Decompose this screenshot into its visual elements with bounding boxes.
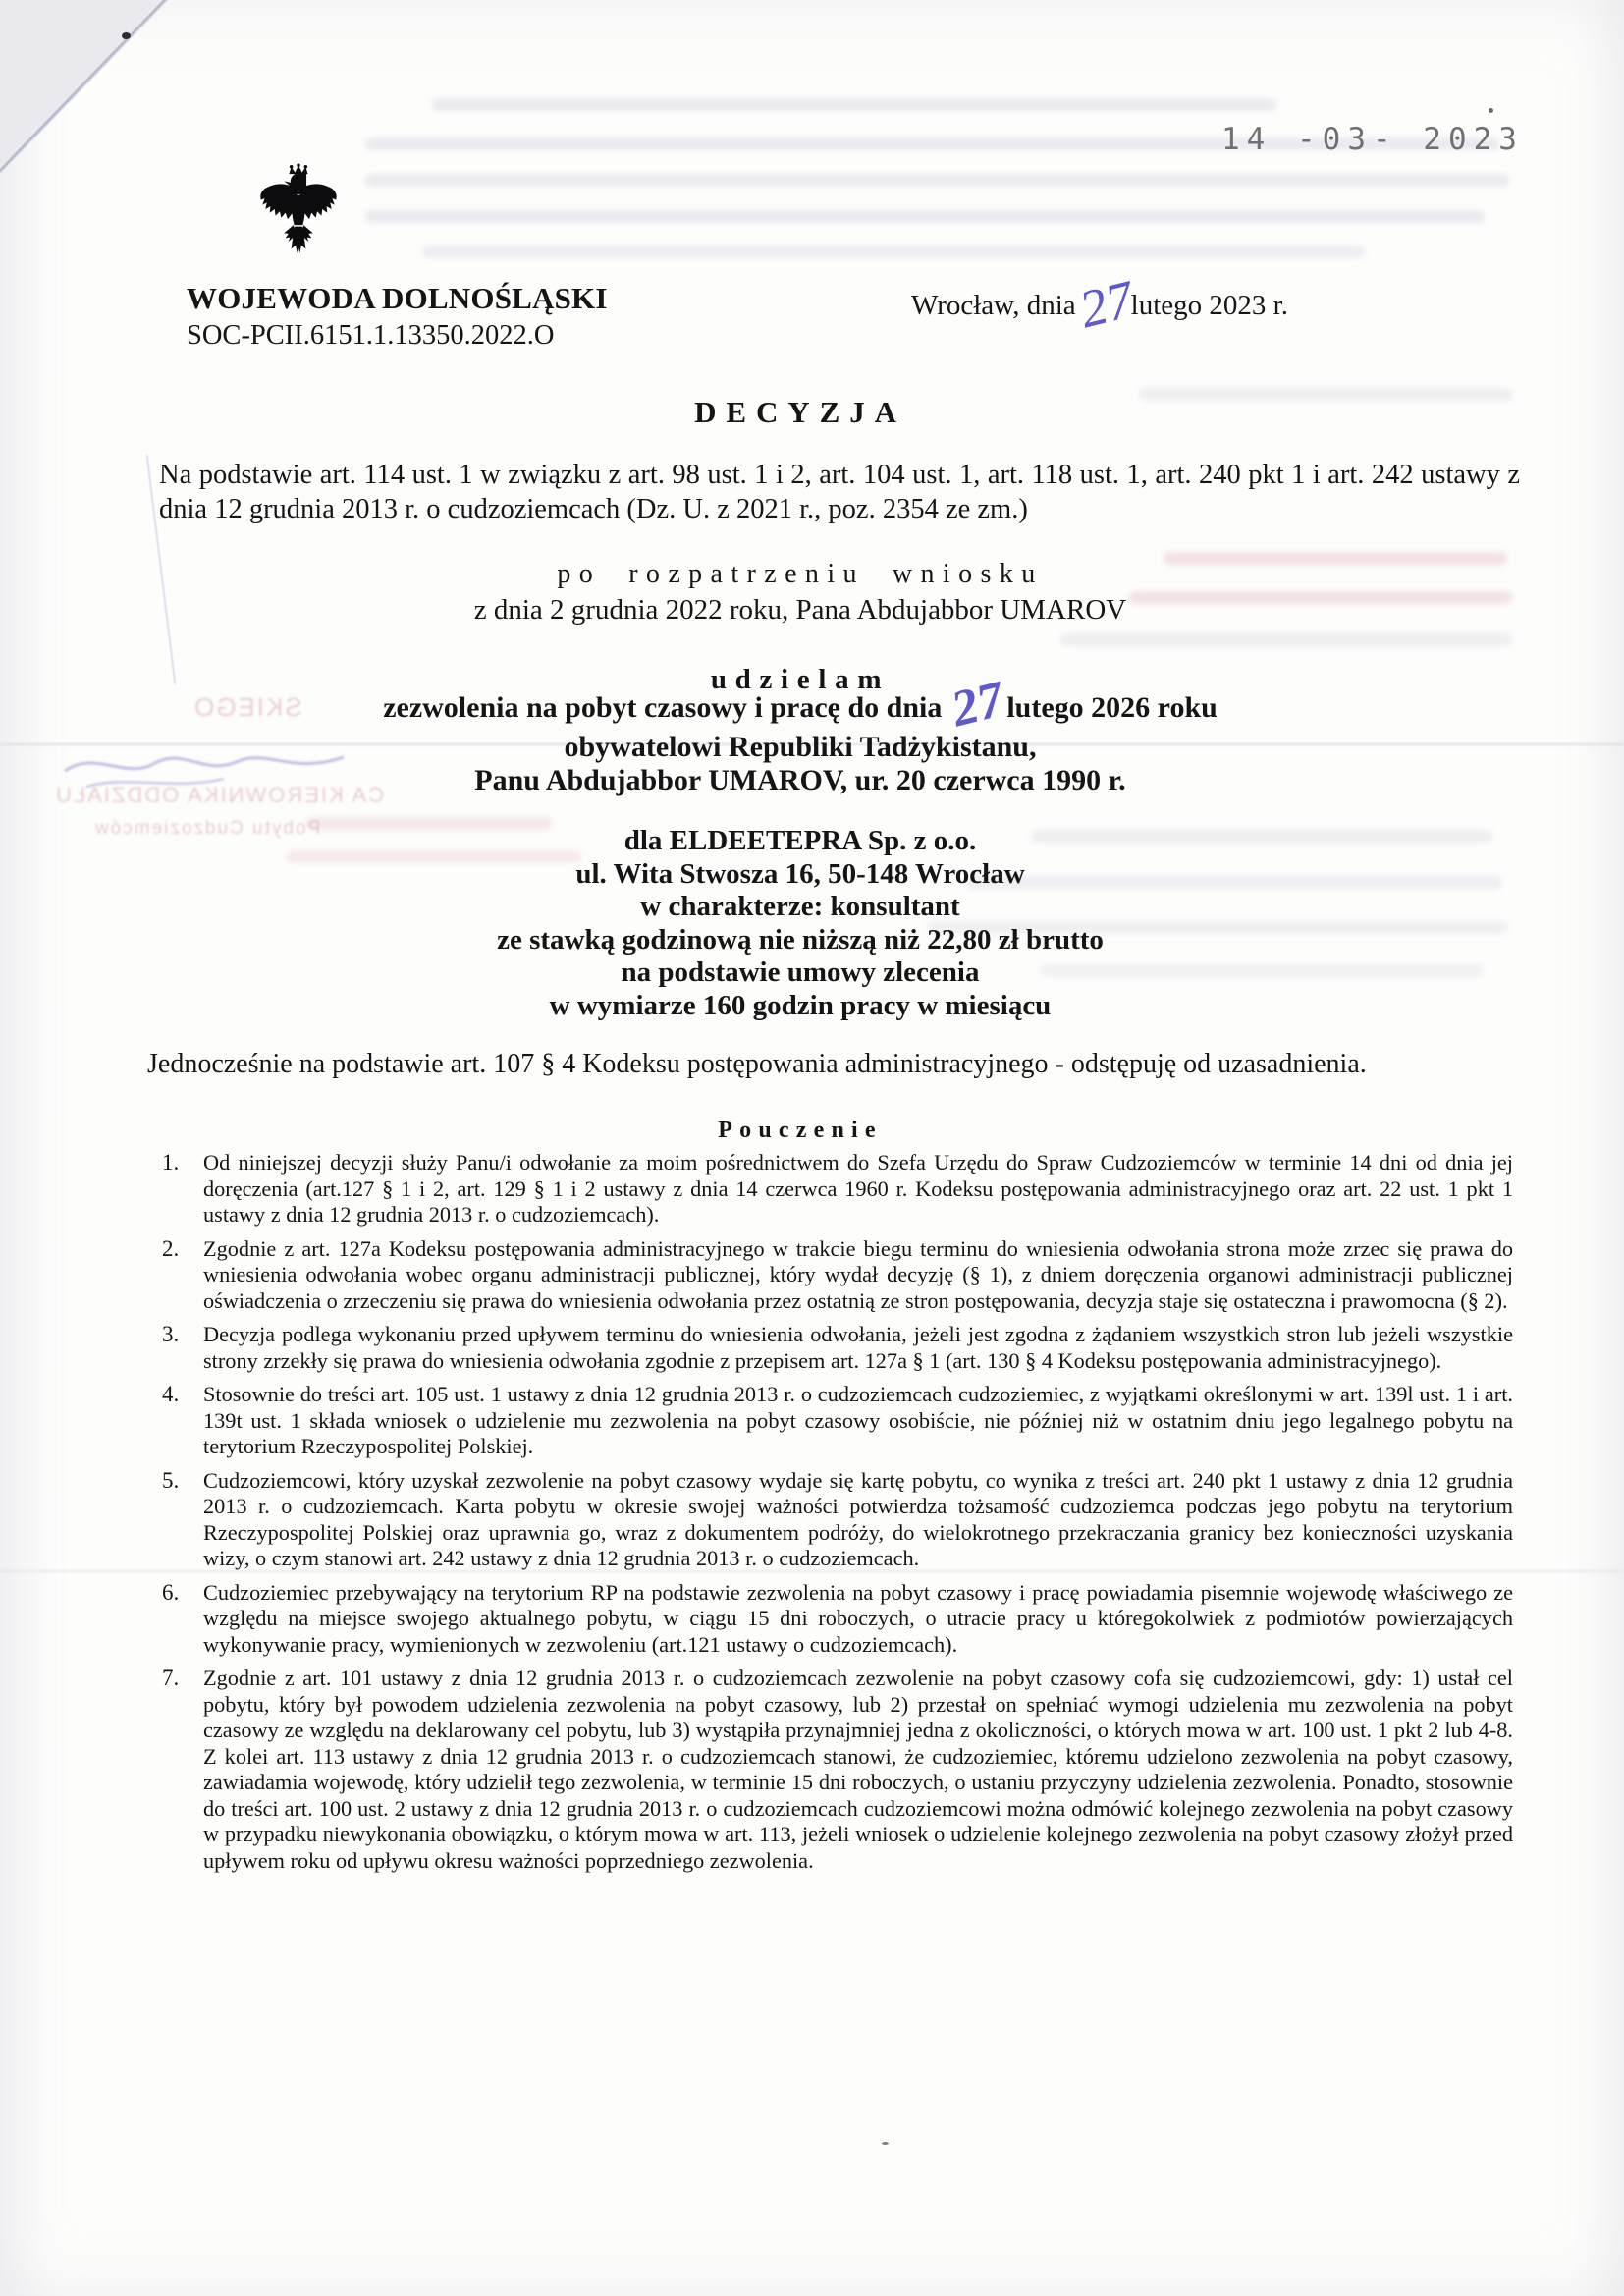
handwritten-day-ink: 27: [947, 671, 1010, 738]
grant-line-1-prefix: zezwolenia na pobyt czasowy i pracę do dnia: [383, 691, 943, 724]
grant-line-2: obywatelowi Republiki Tadżykistanu,: [564, 731, 1037, 763]
contract-type: na podstawie umowy zlecenia: [621, 957, 980, 988]
instruction-number: 7.: [162, 1666, 180, 1690]
place-date-line: [911, 269, 1288, 340]
consideration-line-2: z dnia 2 grudnia 2022 roku, Pana Abdujabbor UMAROV: [473, 594, 1127, 626]
instruction-text: Cudzoziemcowi, który uzyskał zezwolenie na pobyt czasowy wydaje się kartę pobytu, co wynika z treści art. 240 pkt 1 ustawy z dnia 12 grudnia 2013 r. o cudzoziemcach. Karta pobytu w okresie swojej ważności potwierdza tożsamość cudzoziemca podczas jego pobytu na terytorium Rzeczypospolitej Polskiej oraz uprawnia go, wraz z dokumentem podróży, do wielokrotnego przekraczania granicy bez konieczności uzyskania wizy, o czym stanowi art. 242 ustawy z dnia 12 grudnia 2013 r. o cudzoziemcach.: [203, 1467, 1513, 1570]
instruction-number: 5.: [162, 1467, 180, 1493]
employer-name: dla ELDEETEPRA Sp. z o.o.: [623, 825, 977, 856]
place-date-prefix: Wrocław, dnia: [911, 290, 1076, 321]
instruction-text: Od niniejszej decyzji służy Panu/i odwołanie za moim pośrednictwem do Szefa Urzędu do Spraw Cudzoziemców w terminie 14 dni od dnia jej doręczenia (art.127 § 1 i 2, art. 129 § 1 i 2 ustawy z dnia 14 czerwca 1960 r. Kodeksu postępowania administracyjnego oraz art. 22 ust. 1 pkt 1 ustawy z dnia 12 grudnia 2013 r. o cudzoziemcach).: [203, 1150, 1513, 1227]
instructions-list: [162, 1150, 1513, 1882]
consideration-line-1: po rozpatrzeniu wniosku: [557, 559, 1044, 589]
place-date-suffix: lutego 2023 r.: [1130, 290, 1288, 321]
instruction-text: Cudzoziemiec przebywający na terytorium RP na podstawie zezwolenia na pobyt czasowy i pracę powiadamia pisemnie wojewodę właściwego ze względu na miejsce swojego aktualnego pobytu, w ciągu 15 dni roboczych, o utracie pracy u któregokolwiek z podmiotów powierzających wykonywanie pracy, wymienionych w zezwoleniu (art.121 ustawy o cudzoziemcach).: [203, 1579, 1513, 1657]
grant-line-1-suffix: lutego 2026 roku: [1006, 691, 1218, 724]
legal-basis-paragraph: Na podstawie art. 114 ust. 1 w związku z art. 98 ust. 1 i 2, art. 104 ust. 1, art. 118 ust. 1, art. 240 pkt 1 i art. 242 ustawy z dnia 12 grudnia 2013 r. o cudzoziemcach (Dz. U. z 2021 r., poz. 2354 ze zm.): [159, 460, 1520, 524]
polish-eagle-emblem-icon: [255, 141, 342, 277]
instruction-number: 4.: [162, 1382, 180, 1406]
job-role: w charakterze: konsultant: [640, 891, 960, 922]
instruction-item: [162, 1382, 1513, 1460]
grant-verb: udzielam: [710, 664, 891, 695]
decision-title: DECYZJA: [694, 395, 906, 429]
employer-address: ul. Wita Stwosza 16, 50-148 Wrocław: [575, 857, 1025, 890]
instruction-item: [162, 1580, 1513, 1659]
page-corner-fold: [0, 0, 169, 175]
instruction-text: Zgodnie z art. 101 ustawy z dnia 12 grudnia 2013 r. o cudzoziemcach zezwolenie na pobyt czasowy cofa się cudzoziemcowi, gdy: 1) ustał cel pobytu, który był powodem udzielenia zezwolenia na pobyt czasowy, lub 2) przestał on spełniać wymogi udzielenia mu zezwolenia na pobyt czasowy ze względu na deklarowany cel pobytu, lub 3) wystąpiła przynajmniej jedna z okoliczności, o których mowa w art. 100 ust. 1 pkt 2 lub 4-8. Z kolei art. 113 ustawy z dnia 12 grudnia 2013 r. o cudzoziemcach stanowi, że cudzoziemiec, któremu udzielono zezwolenia na pobyt czasowy, zawiadamia wojewodę, który udzielił tego zezwolenia, w terminie 15 dni roboczych, o ustaniu przyczyny udzielenia zezwolenia. Ponadto, stosownie do treści art. 100 ust. 2 ustawy z dnia 12 grudnia 2013 r. o cudzoziemcach cudzoziemcowi można odmówić kolejnego zezwolenia na pobyt czasowy w przypadku niewykonania obowiązku, o którym mowa w art. 113, jeżeli wniosek o udzielenie kolejnego zezwolenia na pobyt czasowy złożył przed upływem roku od upływu okresu ważności poprzedniego zezwolenia.: [203, 1666, 1513, 1873]
working-hours: w wymiarze 160 godzin pracy w miesiącu: [549, 989, 1052, 1021]
letterhead: [187, 283, 608, 351]
instruction-number: 3.: [162, 1322, 180, 1346]
bleedthrough-stamp-text: SKIEGO: [192, 692, 302, 722]
instruction-number: 2.: [162, 1235, 180, 1261]
instruction-item: [162, 1468, 1513, 1572]
handwritten-day-ink: 27: [1073, 269, 1140, 340]
ink-speck: [882, 2142, 889, 2145]
bleedthrough-line: [1060, 633, 1512, 646]
instruction-item: [162, 1236, 1513, 1315]
instruction-item: [162, 1322, 1513, 1374]
instruction-text: Stosownie do treści art. 105 ust. 1 ustawy z dnia 12 grudnia 2013 r. o cudzoziemcach cudzoziemiec, z wyjątkami określonymi w art. 139l ust. 1 i art. 139t ust. 1 składa wniosek o udzielenie mu zezwolenia na pobyt czasowy osobiście, nie później niż w ostatnim dniu jego legalnego pobytu na terytorium Rzeczypospolitej Polskiej.: [203, 1382, 1513, 1458]
ink-speck: [122, 32, 131, 39]
bleedthrough-line: [432, 98, 1276, 111]
instruction-number: 1.: [162, 1150, 180, 1175]
case-number: SOC-PCII.6151.1.13350.2022.O: [187, 320, 555, 351]
bleedthrough-stamp-text: Pobytu Cudzoziemców: [93, 818, 321, 839]
bleedthrough-line: [422, 246, 1365, 258]
instruction-item: [162, 1150, 1513, 1229]
instruction-item: [162, 1666, 1513, 1874]
grant-line-3: Panu Abdujabbor UMAROV, ur. 20 czerwca 1990 r.: [474, 764, 1126, 796]
bleedthrough-line: [365, 210, 1485, 223]
instruction-text: Zgodnie z art. 127a Kodeksu postępowania administracyjnego w trakcie biegu terminu do wniesienia odwołania strona może zrzec się prawa do wniesienia odwołania wobec organu administracji publicznej, który wydał decyzję (§ 1), z dniem doręczenia organowi administracji publicznej oświadczenia o zrzeczeniu się prawa do wniesienia odwołania przez ostatnią ze stron postępowania, decyzja staje się ostateczna i prawomocna (§ 2).: [203, 1235, 1513, 1313]
authority-name: WOJEWODA DOLNOŚLĄSKI: [187, 281, 608, 315]
date-received-stamp: 14 -03- 2023: [1221, 122, 1524, 157]
justification-waiver: Jednocześnie na podstawie art. 107 § 4 Kodeksu postępowania administracyjnego - odstępuję od uzasadnienia.: [147, 1049, 1367, 1079]
wage-condition: ze stawką godzinową nie niższą niż 22,80 zł brutto: [497, 923, 1104, 956]
employer-block: [162, 825, 1438, 1022]
instruction-number: 6.: [162, 1579, 180, 1605]
ink-speck: [1489, 108, 1493, 113]
bleedthrough-line: [365, 174, 1509, 187]
instructions-heading: Pouczenie: [718, 1118, 883, 1143]
instruction-text: Decyzja podlega wykonaniu przed upływem terminu do wniesienia odwołania, jeżeli jest zgodna z żądaniem wszystkich stron lub jeżeli wszystkie strony zrzekły się prawa do wniesienia odwołania zgodnie z przepisem art. 127a § 1 (art. 130 § 4 Kodeksu postępowania administracyjnego).: [203, 1322, 1513, 1373]
bleedthrough-stamp-text: CA KIEROWNIKA ODDZIAŁU: [54, 783, 385, 807]
